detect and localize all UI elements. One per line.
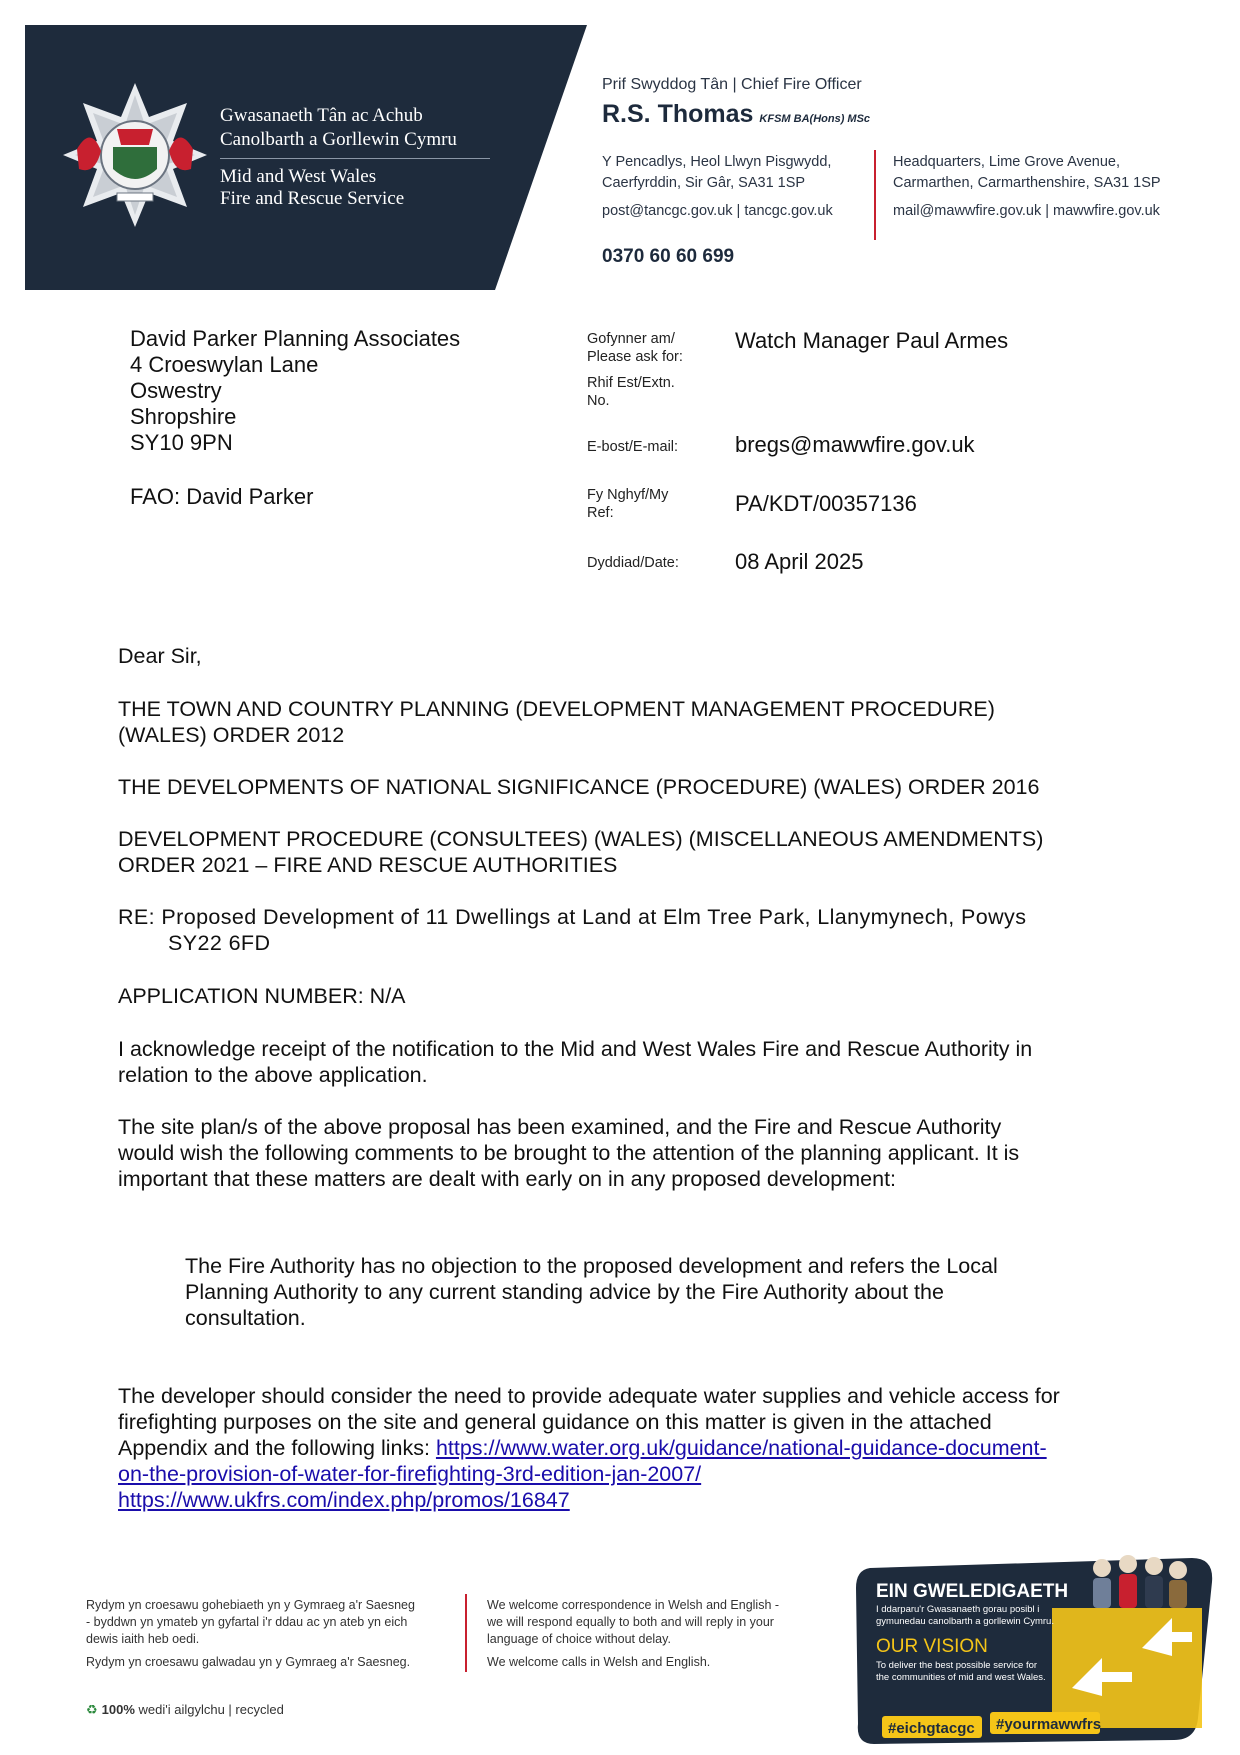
- recycled-percent: 100%: [101, 1702, 135, 1717]
- vision-text-english-line1: To deliver the best possible service for: [876, 1660, 1038, 1671]
- contact-welsh[interactable]: post@tancgc.gov.uk | tancgc.gov.uk: [602, 203, 833, 219]
- extension-label-line2: No.: [587, 393, 610, 409]
- org-name-divider: [220, 158, 490, 159]
- paragraph-water-line1: The developer should consider the need to provide adequate water supplies and vehicle access for: [118, 1384, 1060, 1408]
- email-label: E-bost/E-mail:: [587, 439, 679, 455]
- paragraph-examined-line3: important that these matters are dealt with early on in any proposed development:: [118, 1167, 897, 1191]
- reference-label: [587, 486, 668, 522]
- chief-officer-title: Prif Swyddog Tân | Chief Fire Officer: [602, 76, 862, 93]
- vision-badge: [852, 1548, 1224, 1748]
- recycle-icon: ♻: [86, 1702, 98, 1717]
- water-guidance-link-part1[interactable]: https://www.water.org.uk/guidance/national-guidance-document-: [435, 1436, 1047, 1460]
- water-guidance-link-part2[interactable]: on-the-provision-of-water-for-firefighting-3rd-edition-jan-2007/: [118, 1462, 702, 1486]
- salutation: Dear Sir,: [118, 644, 202, 668]
- footer-divider: [465, 1594, 467, 1672]
- reference-label-line1: Fy Nghyf/My: [587, 487, 669, 503]
- ask-for-label-line1: Gofynner am/: [587, 331, 675, 347]
- org-name-english-line1: Mid and West Wales: [220, 166, 377, 187]
- address-english: [893, 152, 1161, 194]
- heading-tcp-order: [118, 696, 1128, 748]
- org-name-english: [220, 166, 404, 210]
- hashtag-english: #yourmawwfrs: [996, 1716, 1102, 1733]
- heading-consultees-order-line2: ORDER 2021 – FIRE AND RESCUE AUTHORITIES: [118, 853, 618, 877]
- vision-title-english: OUR VISION: [876, 1636, 988, 1657]
- paragraph-water-line3: [118, 1435, 1128, 1461]
- org-name-welsh: [220, 104, 457, 152]
- paragraph-acknowledge-line2: relation to the above application.: [118, 1063, 428, 1087]
- re-subject: [118, 904, 1128, 956]
- re-subject-line1: RE: Proposed Development of 11 Dwellings at Land at Elm Tree Park, Llanymynech, Powys: [118, 905, 1027, 929]
- footer-english-language-notice: [487, 1597, 822, 1671]
- address-welsh-line2: Caerfyrddin, Sir Gâr, SA31 1SP: [602, 175, 806, 191]
- recipient-line5: SY10 9PN: [130, 430, 233, 455]
- footer-english-line3: language of choice without delay.: [487, 1632, 671, 1646]
- paragraph-examined-line1: The site plan/s of the above proposal has been examined, and the Fire and Rescue Authority: [118, 1115, 1002, 1139]
- recycled-text: wedi'i ailgylchu | recycled: [134, 1702, 284, 1717]
- extension-label: [587, 374, 675, 410]
- paragraph-acknowledge-line1: I acknowledge receipt of the notification to the Mid and West Wales Fire and Rescue Authority in: [118, 1037, 1033, 1061]
- paragraph-examined: [118, 1114, 1128, 1192]
- paragraph-examined-line2: would wish the following comments to be brought to the attention of the planning applicant. It is: [118, 1141, 1020, 1165]
- fao-line: FAO: David Parker: [130, 484, 314, 509]
- address-welsh-line1: Y Pencadlys, Heol Llwyn Pisgwydd,: [602, 154, 832, 170]
- footer-welsh-line3: dewis iaith heb oedi.: [86, 1632, 200, 1646]
- paragraph-acknowledge: [118, 1036, 1128, 1088]
- heading-tcp-order-line2: (WALES) ORDER 2012: [118, 723, 345, 747]
- heading-tcp-order-line1: THE TOWN AND COUNTRY PLANNING (DEVELOPMENT MANAGEMENT PROCEDURE): [118, 697, 995, 721]
- footer-english-line4: We welcome calls in Welsh and English.: [487, 1655, 711, 1669]
- heading-dns-order: THE DEVELOPMENTS OF NATIONAL SIGNIFICANCE (PROCEDURE) (WALES) ORDER 2016: [118, 775, 1040, 799]
- extension-label-line1: Rhif Est/Extn.: [587, 375, 675, 391]
- re-subject-line2: SY22 6FD: [168, 931, 271, 955]
- chief-officer-name-text: R.S. Thomas: [602, 100, 754, 128]
- org-name-english-line2: Fire and Rescue Service: [220, 188, 405, 209]
- recipient-line4: Shropshire: [130, 404, 237, 429]
- recipient-address: [130, 326, 460, 456]
- paragraph-water-line2: firefighting purposes on the site and general guidance on this matter is given in the attached: [118, 1410, 992, 1434]
- vision-title-welsh: EIN GWELEDIGAETH: [876, 1581, 1069, 1602]
- heading-consultees-order-line1: DEVELOPMENT PROCEDURE (CONSULTEES) (WALES) (MISCELLANEOUS AMENDMENTS): [118, 827, 1044, 851]
- reference-label-line2: Ref:: [587, 505, 614, 521]
- footer-welsh-line1: Rydym yn croesawu gohebiaeth yn y Gymraeg a'r Saesneg: [86, 1598, 415, 1612]
- no-objection-line2: Planning Authority to any current standing advice by the Fire Authority about the: [185, 1280, 944, 1304]
- footer-english-line1: We welcome correspondence in Welsh and English -: [487, 1598, 780, 1612]
- reference-value: PA/KDT/00357136: [735, 491, 917, 516]
- email-value[interactable]: bregs@mawwfire.gov.uk: [735, 432, 975, 457]
- vision-text-welsh-line2: gymunedau canolbarth a gorllewin Cymru.: [876, 1616, 1054, 1627]
- header-divider: [874, 150, 876, 240]
- date-value: 08 April 2025: [735, 549, 864, 574]
- chief-officer-qualifications: KFSM BA(Hons) MSc: [759, 113, 871, 125]
- footer-welsh-line2: - byddwn yn ymateb yn gyfartal i'r ddau ac yn ateb yn eich: [86, 1615, 408, 1629]
- phone-number[interactable]: 0370 60 60 699: [602, 246, 735, 267]
- vision-text-welsh-line1: I ddarparu'r Gwasanaeth gorau posibl i: [876, 1604, 1040, 1615]
- paragraph-water-supplies: [118, 1383, 1128, 1513]
- recipient-line3: Oswestry: [130, 378, 222, 403]
- org-name-welsh-line2: Canolbarth a Gorllewin Cymru: [220, 129, 457, 150]
- vision-text-english-line2: the communities of mid and west Wales.: [876, 1672, 1046, 1683]
- recycled-notice: [86, 1702, 284, 1718]
- heading-consultees-order: [118, 826, 1128, 878]
- application-number: APPLICATION NUMBER: N/A: [118, 984, 406, 1008]
- ask-for-label: [587, 330, 683, 366]
- no-objection-line1: The Fire Authority has no objection to the proposed development and refers the Local: [185, 1254, 998, 1278]
- address-english-line1: Headquarters, Lime Grove Avenue,: [893, 154, 1121, 170]
- org-name-welsh-line1: Gwasanaeth Tân ac Achub: [220, 105, 423, 126]
- address-english-line2: Carmarthen, Carmarthenshire, SA31 1SP: [893, 175, 1161, 191]
- chief-officer-name: [602, 100, 870, 129]
- date-label: Dyddiad/Date:: [587, 555, 679, 571]
- paragraph-water-line3-prefix: Appendix and the following links:: [118, 1436, 436, 1460]
- footer-welsh-line4: Rydym yn croesawu galwadau yn y Gymraeg a'r Saesneg.: [86, 1655, 411, 1669]
- ask-for-label-line2: Please ask for:: [587, 349, 683, 365]
- recipient-line2: 4 Croeswylan Lane: [130, 352, 319, 377]
- ask-for-value: Watch Manager Paul Armes: [735, 328, 1009, 353]
- vision-badge-accent: [1052, 1608, 1202, 1728]
- no-objection-line3: consultation.: [185, 1306, 306, 1330]
- ukfrs-link[interactable]: https://www.ukfrs.com/index.php/promos/16847: [118, 1488, 570, 1512]
- hashtag-welsh: #eichgtacgc: [888, 1720, 975, 1737]
- footer-welsh-language-notice: [86, 1597, 451, 1671]
- footer-english-line2: we will respond equally to both and will reply in your: [487, 1615, 774, 1629]
- fire-service-crest-logo: [63, 83, 207, 227]
- address-welsh: [602, 152, 831, 194]
- recipient-line1: David Parker Planning Associates: [130, 326, 461, 351]
- contact-english[interactable]: mail@mawwfire.gov.uk | mawwfire.gov.uk: [893, 203, 1160, 219]
- no-objection-statement: [185, 1253, 1085, 1331]
